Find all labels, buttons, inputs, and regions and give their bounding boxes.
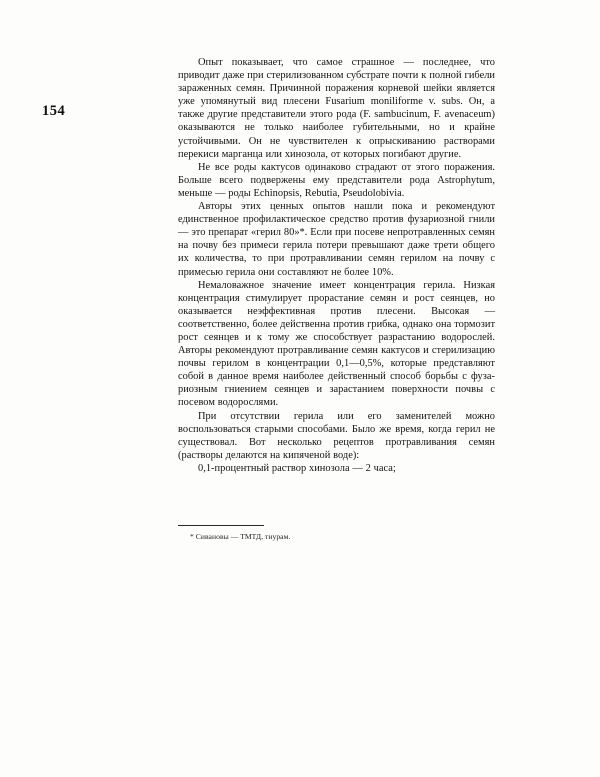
footnote-marker: *	[190, 532, 196, 541]
body-text-column	[178, 56, 495, 475]
paragraph: Авторы этих ценных опытов нашли пока и рекомендуют единственное профилактическое средство против фузариозной гнили — это препарат «герил 80»*. Если при посеве непротравленных семян на почву без примеси герила потери превышают даже трети общего их количества, то при протравливании семян герилом на почву с примесью герила они составляют не более 10%.	[178, 201, 495, 278]
footnote-body: Сивановы — ТМТД, тиурам.	[195, 532, 291, 541]
paragraph: При отсутствии герила или его заменителей можно воспользоваться старыми способами. Было же время, когда герил не существовал. Вот несколько рецептов протравливания семян (растворы делаются на кипяченой воде):	[178, 410, 495, 461]
paragraph: Не все роды кактусов одинаково страдают от этого поражения. Больше всего подвержены ему представители рода Astrophytum, меньше — роды Echinopsis, Rebutia, Pseudolobivia.	[178, 161, 495, 199]
footnote-section	[178, 525, 495, 542]
paragraph: Опыт показывает, что самое страшное — последнее, что приводит даже при стерилизованном субстрате почти к полной гибели зараженных семян. Причинной поражения корневой шейки является уже упомянутый вид плесени Fusarium moniliforme v. subs. Он, а также другие представители этого рода (F. sambucinum, F. avenaceum) оказываются не только наиболее губительными, но и крайне устойчивыми. Он не чувствителен к опрыскиванию растворами перекиси марганца или хинозола, от которых погибают другие.	[178, 57, 495, 160]
page-number: 154	[42, 103, 66, 119]
paragraph: Немаловажное значение имеет концентрация герила. Низкая концентрация стимулирует прорастание семян и рост сеянцев, но оказывается неэффективная против плесени. Высокая — соответственно, более действенна против грибка, однако она тормозит рост сеянцев и к тому же способствует разрастанию водорослей. Авторы рекомендуют протравливание семян кактусов и стерилизацию почвы герилом в концентрации 0,1—0,5%, которые представляют собой в данное время наиболее действенный способ борьбы с фузариозным гниением сеянцев и зарастанием поверхности почвы с посевом водорослями.	[178, 279, 495, 409]
paragraph: 0,1-процентный раствор хинозола — 2 часа;	[198, 462, 396, 474]
footnote-text	[178, 532, 495, 542]
footnote-divider	[178, 525, 264, 526]
